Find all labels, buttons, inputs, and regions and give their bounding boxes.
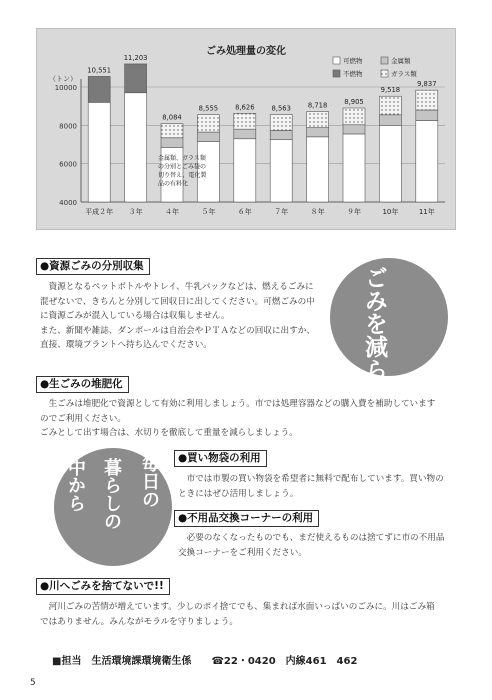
bar-segment-glass <box>416 90 438 110</box>
page-number: 5 <box>30 678 36 688</box>
x-tick-label: ５年 <box>201 208 216 216</box>
bar-segment-noncombustible <box>125 64 147 93</box>
badge-line-3: 毎日の <box>139 454 160 508</box>
bar-segment-glass <box>197 115 219 132</box>
y-tick-label: 4000 <box>59 199 77 207</box>
legend-label: 金属類 <box>391 57 411 65</box>
x-tick-label: ６年 <box>237 208 252 216</box>
section-title-river: ●川へごみを捨てないで!! <box>36 578 170 595</box>
bar-segment-combustible <box>379 125 401 202</box>
bar-segment-metal <box>270 131 292 140</box>
legend-swatch <box>381 57 388 64</box>
annotation-line: 金属類、ガラス類 <box>158 155 206 162</box>
bar-total-label: 8,563 <box>271 104 291 113</box>
bar-segment-metal <box>307 128 329 137</box>
y-tick-label: 10000 <box>54 84 77 92</box>
bar-total-label: 10,551 <box>87 66 112 75</box>
bar-total-label: 9,518 <box>380 86 401 95</box>
section-title-compost: ●生ごみの堆肥化 <box>36 376 129 393</box>
bar-segment-metal <box>161 138 183 148</box>
x-tick-label: ４年 <box>165 208 179 216</box>
y-axis-label: （トン） <box>49 75 77 83</box>
bar-total-label: 8,084 <box>162 113 182 122</box>
section-title-resource: ●資源ごみの分別収集 <box>36 258 150 275</box>
x-tick-label: ８年 <box>310 208 325 216</box>
y-tick-label: 6000 <box>59 160 77 169</box>
bar-segment-glass <box>161 124 183 138</box>
section-body-river: 河川ごみの苦情が増えています。少しのポイ捨てでも、集まれば水面いっぱいのごみに。川はごみ箱ではありません。みんながモラルを守りましょう。 <box>40 602 435 627</box>
bar-total-label: 8,555 <box>198 104 219 113</box>
section-title-exchange: ●不用品交換コーナーの利用 <box>174 510 319 527</box>
bar-total-label: 8,626 <box>235 103 255 112</box>
legend-swatch <box>333 70 340 77</box>
annotation-line: の分別とごみ袋の <box>158 163 207 171</box>
x-tick-label: ７年 <box>274 208 289 216</box>
bar-segment-combustible <box>270 140 292 202</box>
legend-label: 可燃物 <box>343 57 363 65</box>
badge-line-1: 中から <box>65 458 86 512</box>
bar-segment-metal <box>197 132 219 142</box>
bar-segment-noncombustible <box>88 76 110 102</box>
bar-segment-glass <box>270 115 292 131</box>
legend-swatch <box>381 70 388 77</box>
bar-segment-combustible <box>416 121 438 202</box>
contact-footer: ■担当 生活環境課環境衛生係 ☎22・0420 内線461 462 <box>52 656 358 667</box>
waste-chart <box>37 29 455 229</box>
legend-label: 不燃物 <box>343 70 363 78</box>
bar-segment-glass <box>307 112 329 128</box>
chart-panel <box>36 28 456 230</box>
x-tick-label: ３年 <box>128 208 143 216</box>
section-body-compost: 生ごみは堆肥化で資源として有効に利用しましょう。市では処理容器などの購入費を補助していますのでご利用ください。 ごみとして出す場合は、水切りを徹底して重量を減らしましょう。 <box>40 399 436 438</box>
badge-reduce-text: ごみを減らそう <box>361 266 387 427</box>
bar-total-label: 9,837 <box>417 80 437 89</box>
bar-total-label: 11,203 <box>123 53 148 62</box>
bar-segment-glass <box>343 108 365 125</box>
bar-segment-metal <box>343 125 365 134</box>
x-tick-label: 10年 <box>382 208 399 216</box>
section-body-resource: 資源となるペットボトルやトレイ、牛乳パックなどは、燃えるごみに混ぜないで、きちんと分別して回収日に出してください。可燃ごみの中に資源ごみが混入している場合は収集しません。 また、新聞や雑誌、ダンボールは自治会やＰＴＡなどの回収に出すか、直接、環境プラントへ持ち込んでください。 <box>40 282 315 350</box>
x-tick-label: ９年 <box>347 208 361 216</box>
bar-segment-combustible <box>343 134 365 202</box>
legend-label: ガラス類 <box>391 70 417 78</box>
bar-segment-combustible <box>125 93 147 202</box>
bar-segment-combustible <box>307 137 329 202</box>
bar-segment-metal <box>379 115 401 126</box>
badge-line-2: 暮らしの <box>101 458 122 530</box>
x-tick-label: 11年 <box>418 208 435 216</box>
annotation-line: 切り替え、電化製 <box>158 172 207 179</box>
bar-segment-combustible <box>88 102 110 202</box>
section-body-exchange: 必要のなくなったものでも、まだ使えるものは捨てずに市の不用品交換コーナーをご利用ください。 <box>178 533 445 558</box>
section-body-shopping-bag: 市では市製の買い物袋を希望者に無料で配布しています。買い物のときにはぜひ活用しましょう。 <box>178 474 444 499</box>
badge-daily-life <box>54 448 172 566</box>
bar-segment-metal <box>234 129 256 139</box>
x-tick-label: 平成２年 <box>85 208 114 216</box>
section-title-shopping-bag: ●買い物袋の利用 <box>174 450 267 467</box>
bar-segment-glass <box>234 113 256 129</box>
annotation-line: 品の有料化 <box>158 180 189 188</box>
legend-swatch <box>333 57 340 64</box>
y-tick-label: 8000 <box>59 122 77 131</box>
bar-segment-metal <box>416 110 438 121</box>
bar-total-label: 8,905 <box>344 97 364 106</box>
bar-segment-combustible <box>234 139 256 202</box>
chart-title: ごみ処理量の変化 <box>206 46 286 57</box>
bar-segment-glass <box>379 96 401 115</box>
badge-reduce <box>330 258 448 427</box>
bar-total-label: 8,718 <box>307 101 328 110</box>
